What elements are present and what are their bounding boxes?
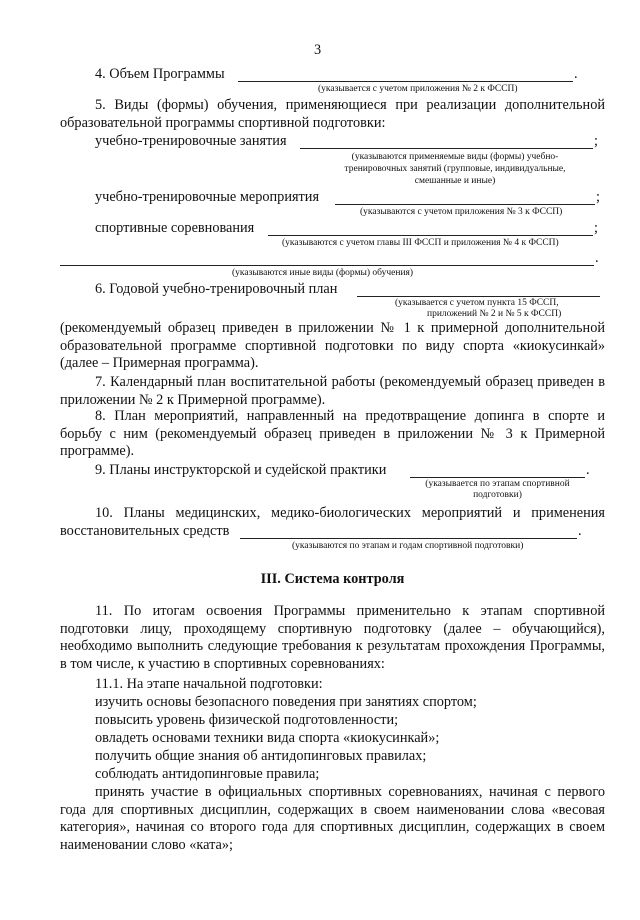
training-events-label: учебно-тренировочные мероприятия	[95, 189, 320, 205]
training-sessions-note-1: (указываются применяемые виды (формы) учебно-	[351, 152, 559, 162]
training-sessions-line	[300, 148, 593, 149]
item4-label: 4. Объем Программы	[95, 66, 225, 82]
item10-line2: восстановительных средств	[60, 523, 230, 539]
item4-note: (указывается с учетом приложения № 2 к ФССП)	[318, 84, 518, 94]
item10-note: (указываются по этапам и годам спортивной подготовки)	[292, 541, 524, 551]
item11-subheading: 11.1. На этапе начальной подготовки:	[95, 676, 323, 692]
training-events-semicolon: ;	[596, 189, 600, 205]
competitions-note: (указываются с учетом главы III ФССП и приложения № 4 к ФССП)	[282, 238, 559, 248]
training-sessions-note-2: тренировочных занятий (групповые, индивидуальные,	[344, 164, 566, 174]
training-sessions-label: учебно-тренировочные занятия	[95, 133, 287, 149]
list-item: повысить уровень физической подготовленности;	[95, 712, 399, 728]
item9-note-1: (указывается по этапам спортивной	[425, 479, 570, 489]
item6-note-2: приложений № 2 и № 5 к ФССП)	[427, 309, 562, 319]
item9-period: .	[586, 462, 590, 478]
item10-period: .	[578, 523, 582, 539]
item8-text: 8. План мероприятий, направленный на предотвращение допинга в спорте и борьбу с ним (рекомендуемый образец приведен в приложении № 3 к Примерной программе).	[60, 408, 605, 459]
item9-label: 9. Планы инструкторской и судейской практики	[95, 462, 387, 478]
other-forms-line	[60, 265, 594, 266]
competitions-semicolon: ;	[594, 220, 598, 236]
list-item: овладеть основами техники вида спорта «киокусинкай»;	[95, 730, 440, 746]
item6-line	[357, 296, 600, 297]
page-number: 3	[314, 42, 322, 58]
item4-period: .	[574, 66, 578, 82]
training-sessions-note-3: смешанные и иные)	[414, 176, 496, 186]
item11-text: 11. По итогам освоения Программы применительно к этапам спортивной подготовки лицу, проходящему спортивную подготовку (далее – обучающийся), необходимо выполнить следующие требования к результатам прохождения Программы, в том числе, к участию в спортивных соревнованиях:	[60, 603, 605, 672]
list-item: соблюдать антидопинговые правила;	[95, 766, 320, 782]
other-forms-note: (указываются иные виды (формы) обучения)	[232, 268, 414, 278]
item10-line	[240, 538, 577, 539]
item9-line	[410, 477, 585, 478]
section-title: III. Система контроля	[260, 571, 405, 587]
list-item: изучить основы безопасного поведения при занятиях спортом;	[95, 694, 477, 710]
item11-last-text: принять участие в официальных спортивных соревнованиях, начиная с первого года для спортивных дисциплин, содержащих в своем наименовании слова «весовая категория», начиная со второго года для спортивных дисциплин, содержащих в своем наименовании слово «ката»;	[60, 784, 605, 853]
item5-heading: 5. Виды (формы) обучения, применяющиеся при реализации дополнительной образовательной программы спортивной подготовки:	[60, 97, 605, 131]
list-item: получить общие знания об антидопинговых правилах;	[95, 748, 427, 764]
training-sessions-semicolon: ;	[594, 133, 598, 149]
item6-text: (рекомендуемый образец приведен в приложении № 1 к примерной дополнительной образовательной программе спортивной подготовки по виду спорта «киокусинкай» (далее – Примерная программа).	[60, 320, 605, 371]
competitions-line	[268, 235, 593, 236]
item10-line1: 10. Планы медицинских, медико-биологических мероприятий и применения	[95, 505, 605, 521]
item9-note-2: подготовки)	[473, 490, 522, 500]
training-events-note: (указываются с учетом приложения № 3 к ФССП)	[360, 207, 563, 217]
item7-text: 7. Календарный план воспитательной работы (рекомендуемый образец приведен в приложении № 2 к Примерной программе).	[60, 374, 605, 408]
other-forms-period: .	[595, 250, 599, 266]
competitions-label: спортивные соревнования	[95, 220, 255, 236]
item4-fill-line	[238, 81, 573, 82]
training-events-line	[335, 204, 595, 205]
item6-note-1: (указывается с учетом пункта 15 ФССП,	[395, 298, 559, 308]
item6-label: 6. Годовой учебно-тренировочный план	[95, 281, 338, 297]
